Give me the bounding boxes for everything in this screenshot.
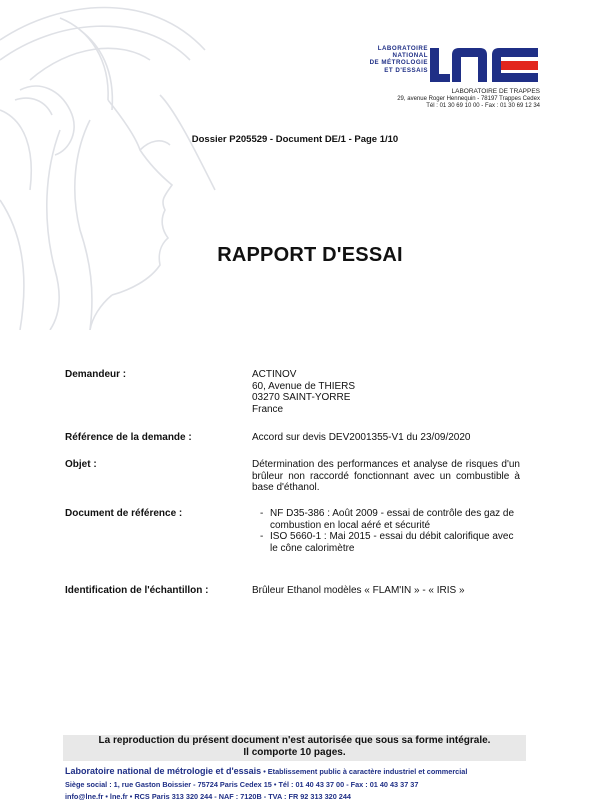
logo-lab-name: [340, 45, 428, 74]
footer-org-desc: • Etablissement public à caractère industriel et commercial: [261, 767, 468, 776]
field-value: Détermination des performances et analyse de risques d'un brûleur non raccordé fonctionnant avec un combustible à base d'éthanol.: [252, 459, 520, 493]
footer-line: [65, 765, 565, 779]
field-label: Objet :: [65, 459, 97, 470]
address-line: 60, Avenue de THIERS: [252, 380, 356, 392]
address-line: 03270 SAINT-YORRE: [252, 392, 351, 403]
field-label: Identification de l'échantillon :: [65, 585, 209, 596]
field-value: Brûleur Ethanol modèles « FLAM'IN » - « IRIS »: [252, 585, 465, 596]
page-title: RAPPORT D'ESSAI: [217, 244, 403, 266]
lab-name: LABORATOIRE DE TRAPPES: [451, 88, 540, 95]
field-value: Accord sur devis DEV2001355-V1 du 23/09/2020: [252, 432, 471, 443]
address-line: ACTINOV: [252, 369, 297, 380]
reference-item: - ISO 5660-1 : Mai 2015 - essai du débit calorifique avec le cône calorimètre: [260, 531, 514, 554]
logo-line: LABORATOIRE: [377, 45, 428, 52]
logo-line: NATIONAL: [392, 52, 428, 60]
lne-logo-mark: [428, 45, 542, 85]
lne-logo: [340, 45, 545, 87]
footer-org: Laboratoire national de métrologie et d'essais: [65, 766, 262, 776]
dossier-header: Dossier P205529 - Document DE/1 - Page 1/10: [191, 134, 399, 145]
footer-line: info@lne.fr • lne.fr • RCS Paris 313 320 244 - NAF : 7120B - TVA : FR 92 313 320 244: [65, 792, 351, 801]
address-line: France: [252, 403, 284, 415]
reproduction-notice: [63, 735, 526, 761]
lab-address: [397, 88, 540, 111]
logo-line: ET D'ESSAIS: [384, 66, 428, 74]
reference-list: [252, 508, 520, 554]
field-value: [252, 508, 520, 554]
logo-line: DE MÉTROLOGIE: [369, 59, 428, 67]
lab-street: 29, avenue Roger Hennequin - 78197 Trappes Cedex: [397, 95, 540, 102]
field-label: Référence de la demande :: [65, 432, 192, 443]
marianne-watermark: [0, 0, 260, 330]
reproduction-line: La reproduction du présent document n'est autorisée que sous sa forme intégrale.: [98, 735, 491, 746]
footer-line: Siège social : 1, rue Gaston Boissier - 75724 Paris Cedex 15 • Tél : 01 40 43 37 00 - Fax : 01 40 43 37 37: [65, 779, 419, 789]
lab-phone: Tél : 01 30 69 10 00 - Fax : 01 30 69 12 34: [426, 103, 540, 109]
field-value: [252, 369, 520, 415]
field-label: Demandeur :: [65, 369, 127, 380]
reference-item: - NF D35-386 : Août 2009 - essai de contrôle des gaz de combustion en local aéré et sécurité: [260, 508, 515, 531]
page-footer: [65, 765, 565, 804]
field-label: Document de référence :: [65, 508, 183, 519]
reproduction-line: Il comporte 10 pages.: [243, 747, 346, 758]
